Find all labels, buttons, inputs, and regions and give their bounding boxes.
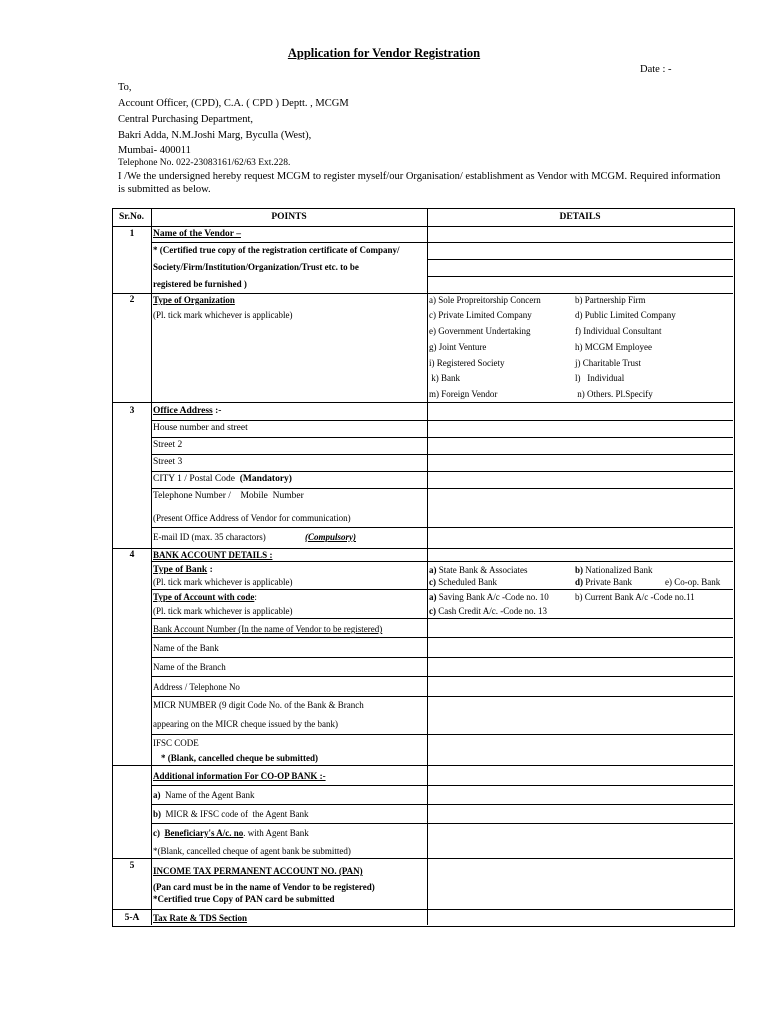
date-label: Date : -	[640, 64, 672, 75]
bank-option[interactable]: b) Nationalized Bank	[575, 565, 653, 575]
org-option[interactable]: m) Foreign Vendor	[429, 389, 498, 399]
cheque-note: * (Blank, cancelled cheque be submitted)	[161, 753, 319, 763]
bank-option[interactable]: c) Scheduled Bank	[429, 577, 497, 587]
org-option[interactable]: h) MCGM Employee	[575, 342, 652, 352]
coop-cheque-note: *(Blank, cancelled cheque of agent bank be submitted)	[153, 846, 351, 856]
present-address-note: (Present Office Address of Vendor for communication)	[153, 513, 351, 523]
address-line: Bakri Adda, N.M.Joshi Marg, Byculla (West),	[118, 130, 312, 141]
pan-note: (Pan card must be in the name of Vendor to be registered)	[153, 882, 375, 892]
pan-note: *Certified true Copy of PAN card be submitted	[153, 894, 335, 904]
bank-name-label: Name of the Bank	[153, 643, 219, 653]
vendor-name-note: registered be furnished )	[153, 279, 247, 289]
agent-bank-codes-label: b) MICR & IFSC code of the Agent Bank	[153, 809, 309, 819]
account-type-label: Type of Account with code:	[153, 592, 257, 602]
branch-name-label: Name of the Branch	[153, 662, 226, 672]
email-label: E-mail ID (max. 35 charactors)	[153, 532, 266, 542]
org-type-note: (Pl. tick mark whichever is applicable)	[153, 310, 293, 320]
bank-option[interactable]: e) Co-op. Bank	[665, 577, 721, 587]
street3-label: Street 3	[153, 457, 183, 467]
org-option[interactable]: c) Private Limited Company	[429, 310, 532, 320]
beneficiary-account-label: c) Beneficiary's A/c. no. with Agent Bank	[153, 828, 309, 838]
org-option[interactable]: n) Others. Pl.Specify	[575, 389, 653, 399]
row-number: 5-A	[124, 913, 140, 923]
vendor-name-note: * (Certified true copy of the registration certificate of Company/	[153, 245, 400, 255]
row-number: 3	[129, 406, 135, 416]
email-compulsory: (Compulsory)	[305, 532, 357, 542]
street2-label: Street 2	[153, 440, 183, 450]
bank-type-label: Type of Bank :	[153, 565, 213, 575]
account-type-note: (Pl. tick mark whichever is applicable)	[153, 606, 293, 616]
coop-bank-label: Additional information For CO-OP BANK :-	[153, 771, 326, 781]
org-type-label: Type of Organization	[153, 295, 235, 305]
header-points: POINTS	[271, 212, 307, 222]
office-address-label: Office Address :-	[153, 406, 222, 416]
ifsc-label: IFSC CODE	[153, 738, 199, 748]
address-line: Account Officer, (CPD), C.A. ( CPD ) Deptt. , MCGM	[118, 98, 349, 109]
org-option[interactable]: i) Registered Society	[429, 358, 505, 368]
account-option[interactable]: b) Current Bank A/c -Code no.11	[575, 592, 695, 602]
pan-label: INCOME TAX PERMANENT ACCOUNT NO. (PAN)	[153, 866, 363, 876]
account-number-label: Bank Account Number (In the name of Vendor to be registered)	[153, 624, 383, 634]
org-option[interactable]: k) Bank	[429, 373, 460, 383]
row-number: 2	[129, 295, 135, 305]
city-postal-label: CITY 1 / Postal Code (Mandatory)	[153, 474, 292, 484]
bank-details-label: BANK ACCOUNT DETAILS :	[153, 550, 273, 560]
header-details: DETAILS	[559, 212, 601, 222]
org-option[interactable]: d) Public Limited Company	[575, 310, 676, 320]
house-street-label: House number and street	[153, 423, 248, 433]
phone-mobile-label: Telephone Number / Mobile Number	[153, 491, 304, 501]
bank-type-note: (Pl. tick mark whichever is applicable)	[153, 577, 293, 587]
address-line: Mumbai- 400011	[118, 145, 191, 156]
address-to: To,	[118, 82, 132, 93]
org-option[interactable]: f) Individual Consultant	[575, 326, 662, 336]
address-telephone: Telephone No. 022-23083161/62/63 Ext.228.	[118, 158, 291, 168]
bank-option[interactable]: d) Private Bank	[575, 577, 633, 587]
recipient-address	[118, 80, 349, 169]
vendor-name-label: Name of the Vendor –	[153, 229, 241, 239]
org-option[interactable]: g) Joint Venture	[429, 342, 487, 352]
registration-table	[112, 208, 735, 927]
account-option[interactable]: a) Saving Bank A/c -Code no. 10	[429, 592, 549, 602]
org-option[interactable]: b) Partnership Firm	[575, 295, 646, 305]
header-srno: Sr.No.	[119, 212, 144, 222]
org-option[interactable]: a) Sole Propreitorship Concern	[429, 295, 541, 305]
micr-label: MICR NUMBER (9 digit Code No. of the Bank & Branch	[153, 700, 364, 710]
micr-label: appearing on the MICR cheque issued by the bank)	[153, 719, 338, 729]
org-option[interactable]: l) Individual	[575, 373, 625, 383]
row-number: 5	[129, 861, 135, 871]
address-line: Central Purchasing Department,	[118, 114, 254, 125]
bank-option[interactable]: a) State Bank & Associates	[429, 565, 528, 575]
account-option[interactable]: c) Cash Credit A/c. -Code no. 13	[429, 606, 547, 616]
tds-label: Tax Rate & TDS Section	[153, 913, 248, 923]
row-number: 4	[129, 550, 135, 560]
agent-bank-name-label: a) Name of the Agent Bank	[153, 790, 255, 800]
row-number: 1	[129, 229, 135, 239]
org-option[interactable]: j) Charitable Trust	[575, 358, 642, 368]
bank-address-label: Address / Telephone No	[153, 682, 240, 692]
form-title: Application for Vendor Registration	[287, 46, 481, 60]
org-option[interactable]: e) Government Undertaking	[429, 326, 531, 336]
intro-paragraph: I /We the undersigned hereby request MCGM to register myself/our Organisation/ establishment as Vendor with MCGM. Required information is submitted as below.	[118, 171, 721, 195]
vendor-name-note: Society/Firm/Institution/Organization/Trust etc. to be	[153, 262, 359, 272]
